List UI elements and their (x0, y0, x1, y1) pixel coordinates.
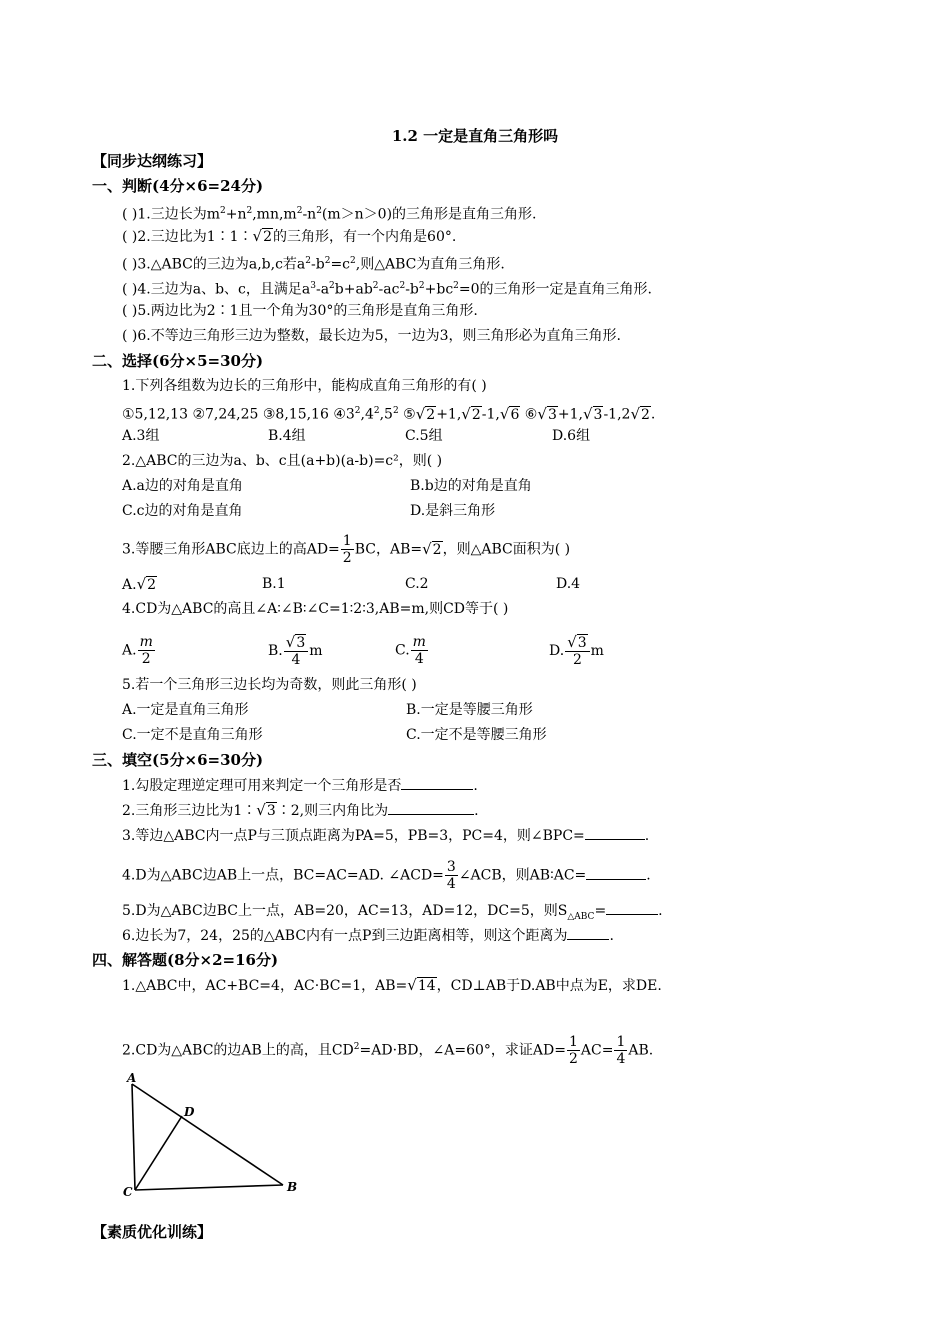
fill-q3: 3.等边△ABC内一点P与三顶点距离为PA=5，PB=3，PC=4，则∠BPC= . (122, 825, 649, 846)
fill-q4: 4.D为△ABC边AB上一点，BC=AC=AD. ∠ACD= $\frac{3}{4}$ ∠ACB，则AB∶AC= . (122, 859, 651, 892)
choice-q5-d: C.一定不是等腰三角形 (406, 727, 547, 743)
part3-heading: 三、填空(5分×6=30分) (92, 751, 264, 769)
choice-q2-b: B.b边的对角是直角 (410, 478, 532, 494)
choice-q3: 3.等腰三角形ABC底边上的高AD= $\frac{1}{2}$ BC，AB=√2，则△ABC面积为( ) (122, 533, 571, 566)
answer-blank (401, 775, 473, 790)
choice-q2-c: C.c边的对角是直角 (122, 503, 243, 519)
vertex-a-label: A (127, 1071, 137, 1085)
choice-q1-c: C.5组 (405, 428, 443, 444)
answer-blank (586, 865, 646, 880)
fill-q5: 5.D为△ABC边BC上一点，AB=20，AC=13，AD=12，DC=5，则$S_{\triangle ABC}=$ . (122, 900, 663, 927)
answer-blank (388, 800, 474, 815)
answer-blank (606, 900, 658, 915)
choice-q1-options: ①5,12,13 ②7,24,25 ③8,15,16 $④3^2,4^2,5^2$ ⑤√2+1,√2-1,√6 ⑥√3+1,√3-1,2√2. (122, 404, 656, 423)
solve-q2: 2.CD为△ABC的边AB上的高，且$CD^2=AD\cdot BD$，∠A=60°，求证AD= $\frac{1}{2}$ AC= $\frac{1}{4}$ AB. (122, 1034, 654, 1067)
part1-heading: 一、判断(4分×6=24分) (92, 177, 264, 195)
choice-q5-c: C.一定不是直角三角形 (122, 727, 263, 743)
choice-q3-c: C.2 (405, 576, 429, 592)
choice-q1-b: B.4组 (268, 428, 306, 444)
fill-q1: 1.勾股定理逆定理可用来判定一个三角形是否 . (122, 775, 478, 796)
choice-q2-a: A.a边的对角是直角 (122, 478, 243, 494)
judge-q5: ( )5.两边比为2∶1且一个角为30°的三角形是直角三角形. (122, 303, 478, 319)
fill-q6: 6.边长为7，24，25的△ABC内有一点P到三边距离相等，则这个距离为 . (122, 925, 614, 946)
vertex-d-label: D (184, 1105, 195, 1119)
judge-q2: ( )2.三边比为1∶1∶√2的三角形，有一个内角是60°. (122, 227, 457, 245)
judge-q3: ( )3.△ABC的三边为a,b,c若$a^2-b^2=c^2$,则△ABC为直角三角形. (122, 256, 505, 273)
part4-heading: 四、解答题(8分×2=16分) (92, 951, 279, 969)
choice-q4-c: C. $\frac{m}{4}$ (395, 634, 426, 667)
answer-blank (585, 825, 645, 840)
part2-heading: 二、选择(6分×5=30分) (92, 352, 264, 370)
choice-q3-d: D.4 (556, 576, 581, 592)
segment-cd (135, 1116, 182, 1190)
choice-q2: 2.△ABC的三边为a、b、c且(a+b)(a-b)=c²，则( ) (122, 453, 443, 469)
fill-q2: 2.三角形三边比为1∶√3∶2,则三内角比为 . (122, 801, 479, 819)
choice-q3-b: B.1 (262, 576, 286, 592)
judge-q4: ( )4.三边为a、b、c，且满足$a^3-a^2b+ab^2-ac^2-b^2+bc^2=0$的三角形一定是直角三角形. (122, 281, 652, 298)
page-title: 1.2 一定是直角三角形吗 (391, 127, 559, 145)
sqrt-2: √2 (252, 227, 273, 245)
vertex-c-label: C (123, 1185, 133, 1199)
choice-q5: 5.若一个三角形三边长均为奇数，则此三角形( ) (122, 677, 417, 693)
section-quality-heading: 【素质优化训练】 (92, 1223, 213, 1241)
vertex-b-label: B (287, 1180, 298, 1194)
choice-q5-a: A.一定是直角三角形 (122, 702, 249, 718)
side-ac (132, 1084, 135, 1190)
choice-q4: 4.CD为△ABC的高且∠A∶∠B∶∠C=1∶2∶3,AB=m,则CD等于( ) (122, 601, 509, 617)
choice-q1: 1.下列各组数为边长的三角形中，能构成直角三角形的有( ) (122, 378, 487, 394)
answer-blank (567, 925, 609, 940)
choice-q2-d: D.是斜三角形 (410, 503, 496, 519)
choice-q4-d: D. $\frac{√3}{2}$ m (549, 633, 604, 668)
judge-q1: ( )1.三边长为$m^2+n^2,mn,m^2-n^2(m>n>0)$的三角形是直角三角形. (122, 206, 537, 223)
section-sync-heading: 【同步达纲练习】 (92, 152, 213, 170)
fraction-one-half: $\frac{1}{2}$ (342, 533, 352, 566)
judge-q6: ( )6.不等边三角形三边为整数，最长边为5，一边为3，则三角形必为直角三角形. (122, 328, 621, 344)
choice-q3-a: A.√2 (122, 575, 157, 593)
choice-q1-d: D.6组 (552, 428, 591, 444)
side-ab (132, 1084, 283, 1185)
choice-q1-a: A.3组 (122, 428, 160, 444)
solve-q1: 1.△ABC中，AC+BC=4，AC·BC=1，AB=√14，CD⊥AB于D.AB中点为E，求DE. (122, 976, 662, 994)
side-cb (135, 1185, 283, 1190)
triangle-figure (120, 1070, 305, 1200)
choice-q5-b: B.一定是等腰三角形 (406, 702, 533, 718)
choice-q4-a: A. $\frac{m}{2}$ (122, 634, 153, 667)
choice-q4-b: B. $\frac{√3}{4}$ m (268, 633, 323, 668)
